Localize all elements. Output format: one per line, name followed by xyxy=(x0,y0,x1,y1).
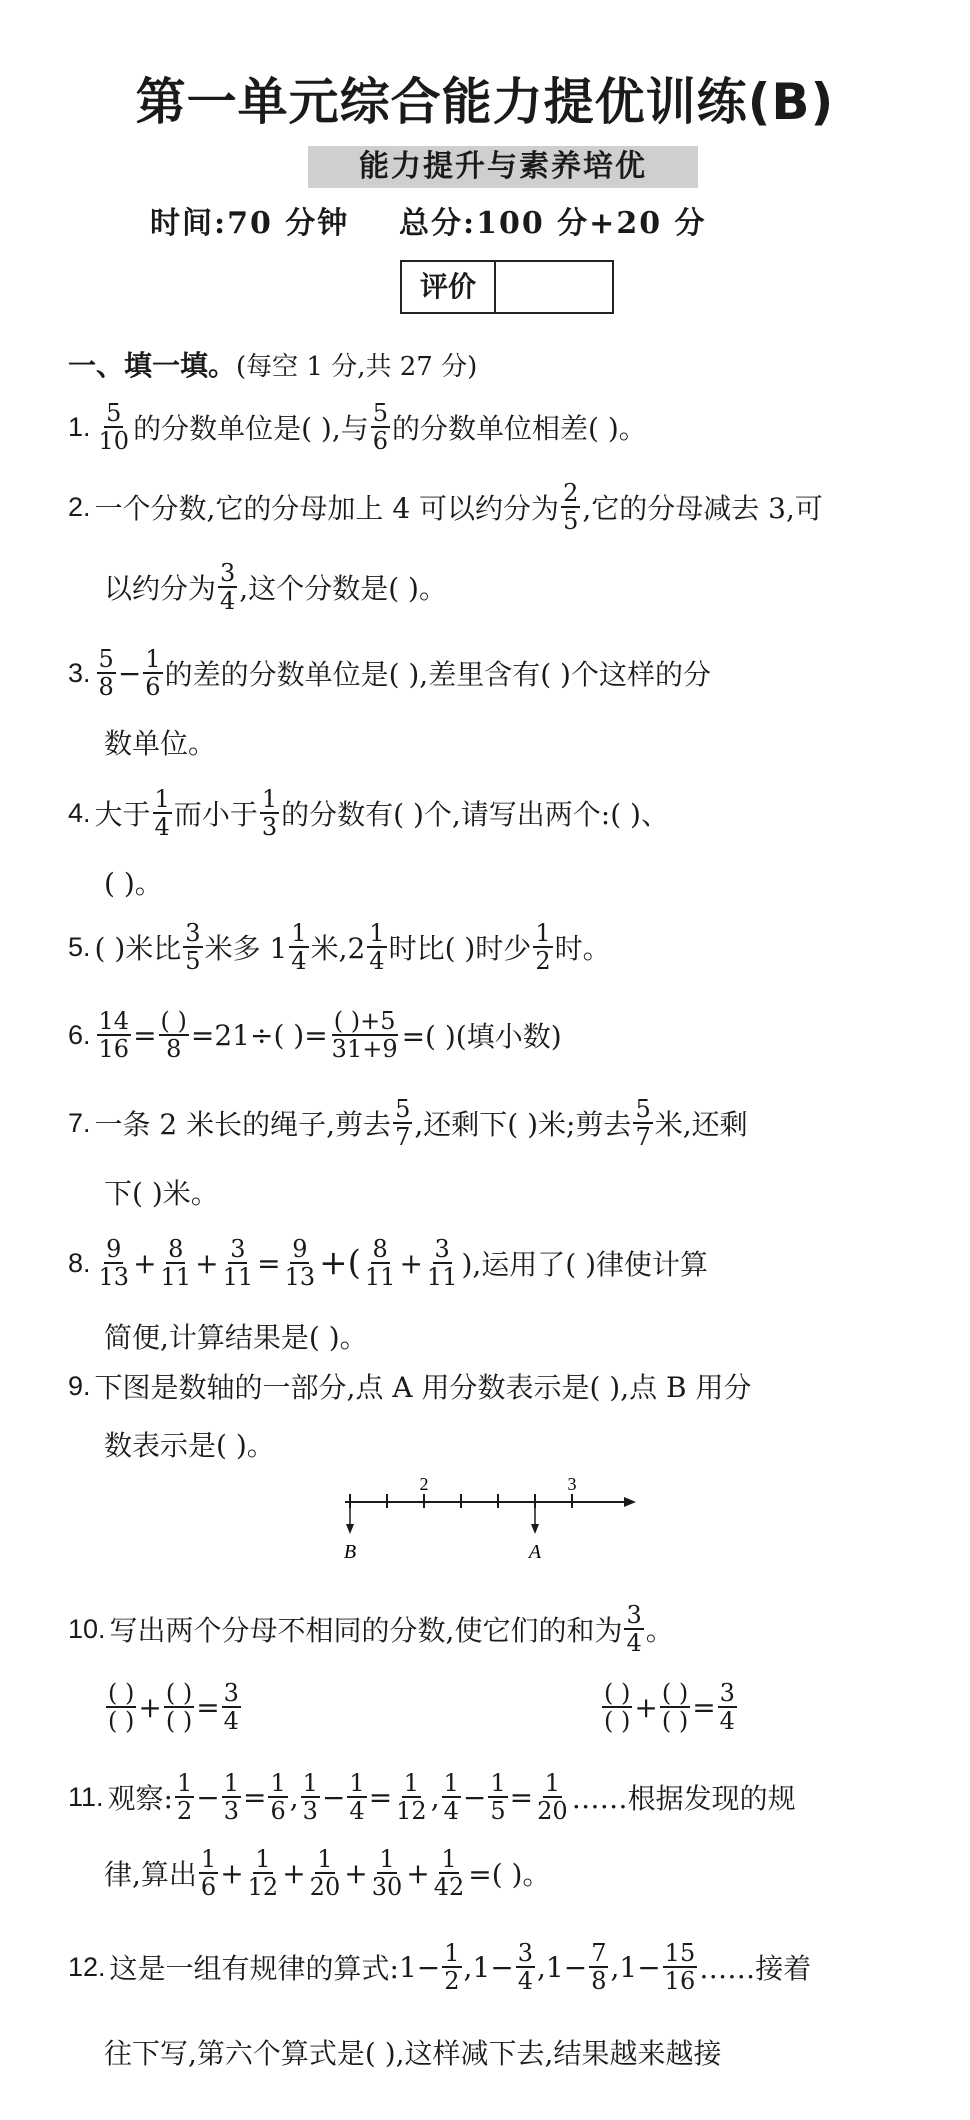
denominator: 16 xyxy=(664,1967,696,1995)
question-text: 时。 xyxy=(554,932,611,965)
denominator: 6 xyxy=(145,673,161,701)
evaluation-label: 评价 xyxy=(402,262,496,312)
numerator: 1 xyxy=(176,1769,193,1797)
denominator: ( ) xyxy=(661,1707,689,1735)
numerator: 1 xyxy=(444,1939,460,1967)
equals-sign: = xyxy=(257,1246,281,1280)
fraction-3-4 xyxy=(718,1680,737,1734)
denominator: 4 xyxy=(626,1629,642,1657)
fraction-3-4 xyxy=(218,560,237,614)
question-text: ,它的分母减去 3,可 xyxy=(582,492,823,525)
question-number: 6. xyxy=(68,1019,91,1050)
evaluation-blank xyxy=(496,262,612,312)
question-text: 的分数单位相差( )。 xyxy=(392,412,647,445)
fraction-1-5 xyxy=(488,1770,507,1824)
plus-sign: + xyxy=(138,1690,162,1724)
denominator: 11 xyxy=(222,1263,254,1291)
question-text: 的差的分数单位是( ),差里含有( )个这样的分 xyxy=(164,658,711,691)
fraction-1-12 xyxy=(246,1846,281,1900)
denominator: 2 xyxy=(176,1797,193,1825)
denominator: 4 xyxy=(443,1797,459,1825)
denominator: 6 xyxy=(270,1797,286,1825)
question-1 xyxy=(68,400,647,454)
question-5 xyxy=(68,920,611,974)
equals-sign: = xyxy=(692,1690,716,1724)
equals-sign: = xyxy=(509,1780,534,1814)
denominator: 4 xyxy=(154,813,170,841)
numerator: 8 xyxy=(372,1235,388,1263)
numerator: 1 xyxy=(490,1769,506,1797)
answer-row-right xyxy=(600,1680,739,1734)
denominator: 16 xyxy=(98,1035,130,1063)
fraction-1-3 xyxy=(222,1770,241,1824)
fraction-1-3 xyxy=(260,786,279,840)
fraction-3-4 xyxy=(624,1602,643,1656)
numerator: 3 xyxy=(626,1601,642,1629)
question-text: ……接着 xyxy=(699,1952,812,1985)
question-7 xyxy=(68,1096,748,1150)
question-text: 。 xyxy=(645,1614,674,1647)
fraction-1-42 xyxy=(432,1846,467,1900)
fraction-8-11 xyxy=(159,1236,194,1290)
question-text: ( )。 xyxy=(104,867,163,900)
numerator: 1 xyxy=(443,1769,459,1797)
blank-fraction[interactable] xyxy=(660,1680,690,1734)
fraction-1-4 xyxy=(153,786,172,840)
fraction-1-2 xyxy=(533,920,552,974)
plus-sign: + xyxy=(133,1246,157,1280)
fraction-8-11 xyxy=(363,1236,398,1290)
question-number: 5. xyxy=(68,931,91,962)
denominator: 31+9 xyxy=(331,1035,398,1063)
comma: , xyxy=(430,1780,440,1814)
question-text: =( )(填小数) xyxy=(401,1020,562,1053)
numerator: 3 xyxy=(434,1235,450,1263)
denominator: 4 xyxy=(220,587,236,615)
denominator: 4 xyxy=(291,947,307,975)
numerator: 1 xyxy=(403,1769,420,1797)
fraction-3-4 xyxy=(222,1680,241,1734)
section-note: (每空 1 分,共 27 分) xyxy=(236,352,478,382)
plus-paren: +( xyxy=(319,1243,361,1283)
page-title: 第一单元综合能力提优训练(B) xyxy=(135,73,835,131)
question-text: 律,算出 xyxy=(104,1858,197,1891)
question-4-line-2 xyxy=(104,862,163,902)
numerator: 8 xyxy=(168,1235,184,1263)
comma: , xyxy=(463,1950,473,1984)
denominator: 3 xyxy=(223,1797,239,1825)
numerator: 2 xyxy=(563,479,579,507)
question-number: 4. xyxy=(68,797,91,828)
tick-label-3: 3 xyxy=(567,1478,577,1494)
plus-sign: + xyxy=(406,1856,430,1890)
numerator: 3 xyxy=(185,919,201,947)
fraction-1-12 xyxy=(394,1770,429,1824)
fraction-blank-8 xyxy=(159,1008,189,1062)
denominator: 13 xyxy=(98,1263,130,1291)
question-text: 以约分为 xyxy=(104,572,217,605)
question-text: 而小于 xyxy=(173,798,258,831)
comma: , xyxy=(610,1950,620,1984)
section-banner: 能力提升与素养培优 xyxy=(308,146,698,188)
question-6 xyxy=(68,1008,562,1062)
question-9 xyxy=(68,1366,751,1406)
question-9-line-2 xyxy=(104,1424,275,1464)
denominator: 4 xyxy=(223,1707,239,1735)
numerator: 3 xyxy=(517,1939,534,1967)
denominator: 11 xyxy=(364,1263,396,1291)
blank-fraction[interactable] xyxy=(164,1680,194,1734)
question-number: 12. xyxy=(68,1951,106,1982)
tick-label-2: 2 xyxy=(419,1478,429,1494)
numerator: ( )+5 xyxy=(333,1007,396,1035)
denominator: 4 xyxy=(349,1797,365,1825)
denominator: 12 xyxy=(247,1873,279,1901)
fraction-1-30 xyxy=(370,1846,405,1900)
numerator: ( ) xyxy=(108,1679,135,1707)
numerator: 9 xyxy=(106,1235,122,1263)
blank-fraction[interactable] xyxy=(602,1680,632,1734)
point-a-arrowhead xyxy=(531,1524,539,1534)
denominator: 11 xyxy=(160,1263,192,1291)
numerator: 1 xyxy=(317,1845,333,1873)
question-number: 7. xyxy=(68,1107,91,1138)
question-text: 下( )米。 xyxy=(104,1177,219,1210)
question-3-line-2 xyxy=(104,722,216,762)
equals-sign: = xyxy=(133,1018,157,1052)
blank-fraction[interactable] xyxy=(106,1680,136,1734)
question-8 xyxy=(68,1236,708,1290)
question-text: ,还剩下( )米;剪去 xyxy=(414,1108,632,1141)
denominator: 8 xyxy=(591,1967,607,1995)
question-text: 数单位。 xyxy=(104,727,217,760)
numerator: 5 xyxy=(395,1095,411,1123)
fraction-14-16 xyxy=(97,1008,132,1062)
denominator: ( ) xyxy=(165,1707,193,1735)
comma: , xyxy=(537,1950,546,1984)
denominator: 4 xyxy=(369,947,385,975)
fraction-blank-plus-5 xyxy=(330,1008,400,1062)
fraction-9-13 xyxy=(283,1236,318,1290)
numerator: 14 xyxy=(98,1007,130,1035)
question-text: 的分数有( )个,请写出两个:( )、 xyxy=(281,798,669,831)
question-text: ,这个分数是( )。 xyxy=(239,572,447,605)
plus-sign: + xyxy=(195,1246,219,1280)
fraction-1-4 xyxy=(442,1770,461,1824)
question-number: 1. xyxy=(68,411,91,442)
question-text: 米,还剩 xyxy=(654,1108,748,1141)
question-text: 一条 2 米长的绳子,剪去 xyxy=(94,1108,392,1141)
numerator: 1 xyxy=(291,919,307,947)
numerator: 5 xyxy=(635,1095,651,1123)
question-text: 观察: xyxy=(107,1782,173,1815)
fraction-3-11 xyxy=(425,1236,460,1290)
minus-sign: − xyxy=(321,1780,346,1814)
numerator: 1 xyxy=(544,1769,561,1797)
question-8-line-2 xyxy=(104,1316,368,1356)
fraction-1-20 xyxy=(535,1770,570,1824)
denominator: 8 xyxy=(98,673,114,701)
denominator: 6 xyxy=(200,1873,217,1901)
denominator: 4 xyxy=(719,1707,735,1735)
answer-row-left xyxy=(104,1680,243,1734)
question-text: 大于 xyxy=(94,798,151,831)
point-b-arrowhead xyxy=(346,1524,354,1534)
numerator: 5 xyxy=(372,399,389,427)
question-text: 简便,计算结果是( )。 xyxy=(104,1321,368,1354)
numerator: 3 xyxy=(220,559,236,587)
plus-sign: + xyxy=(344,1856,368,1890)
question-3 xyxy=(68,646,711,700)
question-text: 下图是数轴的一部分,点 A 用分数表示是( ),点 B 用分 xyxy=(94,1371,752,1404)
question-text: 的分数单位是( ),与 xyxy=(133,412,369,445)
fraction-5-7 xyxy=(393,1096,412,1150)
denominator: 7 xyxy=(395,1123,411,1151)
numerator: 1 xyxy=(270,1769,286,1797)
plus-sign: + xyxy=(282,1856,306,1890)
numerator: 7 xyxy=(591,1939,607,1967)
numerator: ( ) xyxy=(160,1007,187,1035)
denominator: 2 xyxy=(444,1967,460,1995)
denominator: 7 xyxy=(635,1123,651,1151)
minus-sign: − xyxy=(196,1780,220,1814)
denominator: 5 xyxy=(563,507,579,535)
fraction-5-6 xyxy=(371,400,390,454)
numerator: 1 xyxy=(200,1845,217,1873)
numerator: ( ) xyxy=(165,1679,193,1707)
question-12 xyxy=(68,1940,811,1994)
numerator: 1 xyxy=(349,1769,365,1797)
denominator: 20 xyxy=(309,1873,341,1901)
denominator: 11 xyxy=(426,1263,458,1291)
question-text: 写出两个分母不相同的分数,使它们的和为 xyxy=(109,1614,623,1647)
question-7-line-2 xyxy=(104,1172,219,1212)
question-number: 10. xyxy=(68,1613,106,1644)
comma: , xyxy=(289,1780,299,1814)
denominator: ( ) xyxy=(108,1707,135,1735)
denominator: 6 xyxy=(372,427,389,455)
numerator: 1 xyxy=(379,1845,395,1873)
fraction-2-5 xyxy=(561,480,580,534)
question-text: ( )米比 xyxy=(94,932,182,965)
equals-sign: = xyxy=(196,1690,220,1724)
plus-sign: + xyxy=(634,1690,658,1724)
minus-sign: − xyxy=(117,656,142,690)
denominator: 13 xyxy=(284,1263,316,1291)
section-heading xyxy=(68,344,477,384)
denominator: 8 xyxy=(166,1035,182,1063)
numerator: 3 xyxy=(223,1679,239,1707)
numerator: 1 xyxy=(154,785,170,813)
denominator: 10 xyxy=(98,427,130,455)
question-text: =21÷( )= xyxy=(190,1018,328,1052)
equals-sign: = xyxy=(243,1780,267,1814)
one-minus: 1− xyxy=(398,1950,441,1984)
question-text: 米多 1 xyxy=(204,932,288,965)
denominator: 5 xyxy=(490,1797,506,1825)
fraction-1-4 xyxy=(367,920,386,974)
fraction-5-10 xyxy=(97,400,132,454)
fraction-15-16 xyxy=(663,1940,698,1994)
question-text: ……根据发现的规 xyxy=(571,1782,796,1815)
point-label-a: A xyxy=(528,1541,542,1563)
question-text: ),运用了( )律使计算 xyxy=(461,1248,709,1281)
question-text: 往下写,第六个算式是( ),这样减下去,结果越来越接 xyxy=(104,2037,722,2070)
numerator: 1 xyxy=(535,919,551,947)
question-4 xyxy=(68,786,669,840)
denominator: 3 xyxy=(261,813,278,841)
numerator: 15 xyxy=(664,1939,696,1967)
section-label: 一、填一填。 xyxy=(68,349,237,382)
numerator: 1 xyxy=(369,919,385,947)
denominator: 30 xyxy=(371,1873,403,1901)
denominator: 5 xyxy=(185,947,201,975)
numerator: 1 xyxy=(145,645,161,673)
one-minus: 1− xyxy=(472,1950,514,1984)
fraction-1-3 xyxy=(301,1770,320,1824)
fraction-1-6 xyxy=(199,1846,218,1900)
denominator: 12 xyxy=(396,1797,427,1825)
denominator: 42 xyxy=(433,1873,465,1901)
numerator: 1 xyxy=(302,1769,318,1797)
question-number: 9. xyxy=(68,1370,91,1401)
numerator: 9 xyxy=(292,1235,308,1263)
denominator: 4 xyxy=(517,1967,534,1995)
question-12-line-2 xyxy=(104,2032,721,2072)
question-2-line-2 xyxy=(104,560,447,614)
equals-sign: = xyxy=(368,1780,393,1814)
fraction-3-5 xyxy=(183,920,202,974)
plus-sign: + xyxy=(220,1856,244,1890)
question-number: 11. xyxy=(68,1781,104,1812)
numerator: 1 xyxy=(255,1845,271,1873)
question-number: 3. xyxy=(68,657,91,688)
numerator: 1 xyxy=(261,785,278,813)
plus-sign: + xyxy=(399,1246,423,1280)
fraction-1-2 xyxy=(442,1940,461,1994)
denominator: ( ) xyxy=(604,1707,631,1735)
numerator: ( ) xyxy=(604,1679,631,1707)
fraction-1-4 xyxy=(289,920,308,974)
fraction-1-2 xyxy=(175,1770,194,1824)
question-11-line-2 xyxy=(104,1846,550,1900)
question-text: 这是一组有规律的算式: xyxy=(109,1952,399,1985)
question-11 xyxy=(68,1770,796,1824)
question-10 xyxy=(68,1602,674,1656)
fraction-1-4 xyxy=(347,1770,366,1824)
fraction-9-13 xyxy=(97,1236,132,1290)
evaluation-box xyxy=(400,260,614,314)
denominator: 2 xyxy=(535,947,551,975)
question-2 xyxy=(68,480,823,534)
fraction-1-6 xyxy=(143,646,162,700)
question-text: 米,2 xyxy=(310,932,366,965)
denominator: 20 xyxy=(537,1797,568,1825)
question-text: =( )。 xyxy=(468,1858,551,1891)
question-text: 时比( )时少 xyxy=(388,932,532,965)
fraction-5-8 xyxy=(97,646,116,700)
numerator: ( ) xyxy=(661,1679,689,1707)
question-number: 2. xyxy=(68,491,91,522)
numerator: 5 xyxy=(106,399,122,427)
numerator: 3 xyxy=(719,1679,735,1707)
fraction-7-8 xyxy=(589,1940,608,1994)
fraction-1-20 xyxy=(308,1846,343,1900)
numerator: 1 xyxy=(223,1769,239,1797)
number-line xyxy=(340,1478,640,1570)
numerator: 3 xyxy=(230,1235,246,1263)
one-minus: 1− xyxy=(545,1950,588,1984)
denominator: 3 xyxy=(302,1797,318,1825)
numerator: 5 xyxy=(98,645,114,673)
minus-sign: − xyxy=(462,1780,487,1814)
numerator: 1 xyxy=(441,1845,457,1873)
fraction-3-4 xyxy=(516,1940,535,1994)
axis-arrowhead xyxy=(624,1497,636,1507)
fraction-1-6 xyxy=(268,1770,287,1824)
fraction-5-7 xyxy=(633,1096,652,1150)
question-text: 数表示是( )。 xyxy=(104,1429,275,1462)
one-minus: 1− xyxy=(619,1950,661,1984)
question-text: 一个分数,它的分母加上 4 可以约分为 xyxy=(94,492,560,525)
question-number: 8. xyxy=(68,1247,91,1278)
fraction-3-11 xyxy=(221,1236,256,1290)
point-label-b: B xyxy=(343,1541,357,1563)
time-score-info: 时间:70 分钟 总分:100 分+20 分 xyxy=(150,206,707,241)
